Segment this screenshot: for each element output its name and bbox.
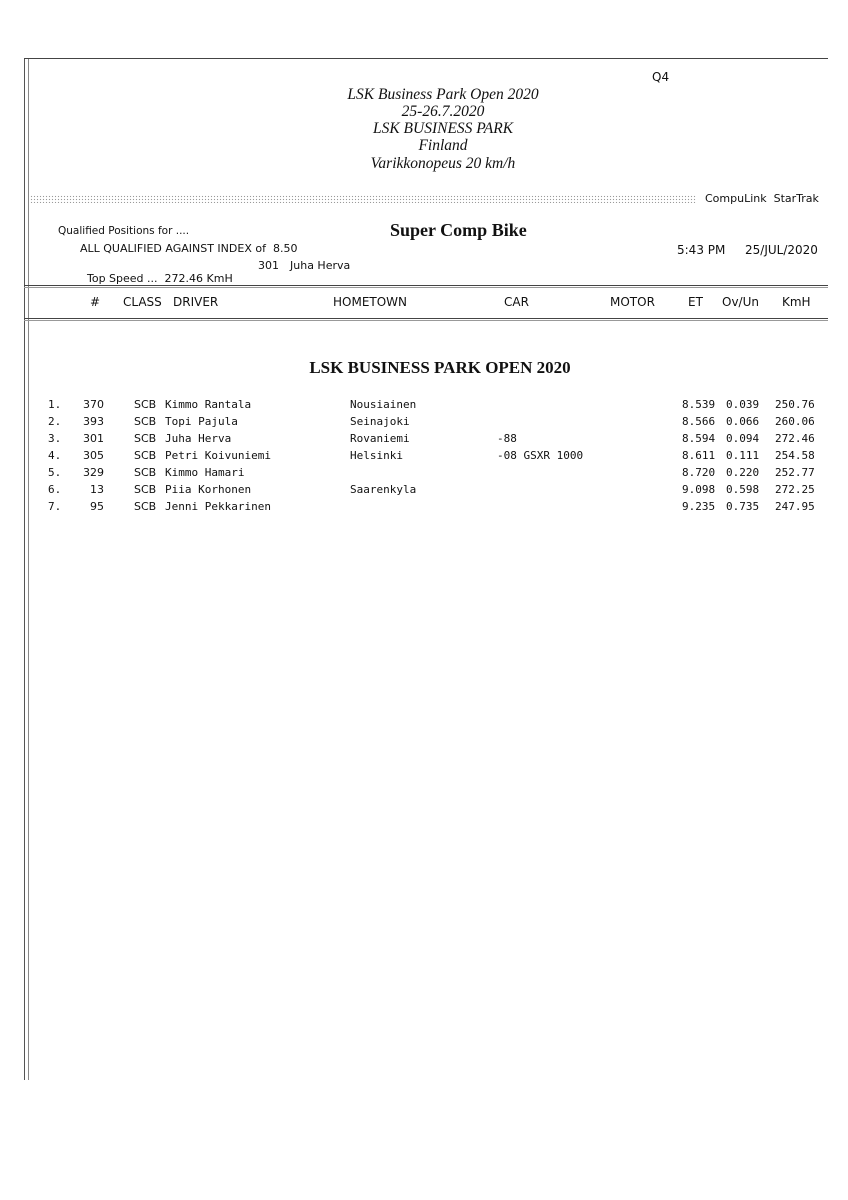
table-row [0, 415, 848, 432]
left-border-line [24, 58, 25, 1080]
table-row [0, 500, 848, 517]
table-row [0, 466, 848, 483]
report-time: 5:43 PM [677, 243, 726, 257]
timing-system-label: CompuLink StarTrak [705, 192, 819, 205]
table-row [0, 483, 848, 500]
result-class: SCB [134, 432, 157, 445]
result-driver: Kimmo Hamari [165, 466, 245, 479]
event-title: LSK Business Park Open 2020 [347, 86, 539, 103]
result-et: 9.235 [682, 500, 716, 513]
result-number: 301 [83, 432, 104, 445]
result-hometown: Saarenkyla [350, 483, 417, 496]
result-et: 8.539 [682, 398, 716, 411]
index-line: ALL QUALIFIED AGAINST INDEX of 8.50 [80, 242, 298, 255]
result-kmh: 254.58 [775, 449, 815, 462]
result-et: 8.720 [682, 466, 716, 479]
event-venue: LSK BUSINESS PARK [372, 120, 514, 137]
result-position: 6. [48, 483, 62, 496]
col-hometown: HOMETOWN [333, 295, 408, 309]
top-speed-driver: Juha Herva [290, 259, 351, 272]
result-driver: Juha Herva [165, 432, 232, 445]
col-ovun: Ov/Un [722, 295, 759, 309]
result-ovun: 0.066 [726, 415, 760, 428]
result-position: 5. [48, 466, 62, 479]
result-class: SCB [134, 483, 157, 496]
result-ovun: 0.094 [726, 432, 760, 445]
result-hometown: Rovaniemi [350, 432, 410, 445]
col-kmh: KmH [782, 295, 811, 309]
column-header-top-line-2 [24, 287, 828, 288]
top-speed-label: Top Speed ... [87, 272, 158, 285]
result-et: 9.098 [682, 483, 716, 496]
table-row [0, 398, 848, 415]
result-hometown: Helsinki [350, 449, 403, 462]
result-ovun: 0.598 [726, 483, 760, 496]
result-position: 3. [48, 432, 62, 445]
col-et: ET [688, 295, 703, 309]
result-hometown: Seinajoki [350, 415, 410, 428]
table-row [0, 432, 848, 449]
result-number: 305 [83, 449, 104, 462]
result-car: -08 GSXR 1000 [497, 449, 584, 462]
result-number: 370 [83, 398, 104, 411]
col-class: CLASS [123, 295, 162, 309]
page-code: Q4 [652, 70, 670, 84]
left-border-line-inner [28, 58, 29, 1080]
result-number: 393 [83, 415, 104, 428]
pit-speed-note: Varikkonopeus 20 km/h [370, 155, 516, 172]
result-ovun: 0.735 [726, 500, 760, 513]
event-country: Finland [418, 137, 468, 154]
top-border-line [24, 58, 828, 59]
result-hometown: Nousiainen [350, 398, 417, 411]
table-row [0, 449, 848, 466]
top-speed-value: 272.46 KmH [164, 272, 233, 285]
report-date: 25/JUL/2020 [745, 243, 818, 257]
result-number: 95 [90, 500, 104, 513]
result-et: 8.594 [682, 432, 716, 445]
col-driver: DRIVER [173, 295, 219, 309]
column-header-bottom-line-2 [24, 320, 828, 321]
event-dates: 25-26.7.2020 [401, 103, 485, 120]
result-position: 4. [48, 449, 62, 462]
top-speed-line [80, 259, 233, 285]
top-speed-car: 301 [258, 259, 279, 272]
result-kmh: 260.06 [775, 415, 815, 428]
result-car: -88 [497, 432, 517, 445]
result-et: 8.611 [682, 449, 716, 462]
result-class: SCB [134, 500, 157, 513]
result-ovun: 0.220 [726, 466, 760, 479]
result-class: SCB [134, 398, 157, 411]
result-class: SCB [134, 415, 157, 428]
class-title: Super Comp Bike [390, 220, 527, 240]
result-kmh: 252.77 [775, 466, 815, 479]
result-ovun: 0.039 [726, 398, 760, 411]
column-header-bottom-line [24, 318, 828, 319]
result-driver: Topi Pajula [165, 415, 238, 428]
result-kmh: 272.25 [775, 483, 815, 496]
result-class: SCB [134, 466, 157, 479]
column-header-top-line [24, 285, 828, 286]
result-driver: Petri Koivuniemi [165, 449, 271, 462]
dotted-separator [30, 195, 696, 203]
result-ovun: 0.111 [726, 449, 760, 462]
result-number: 13 [90, 483, 104, 496]
result-driver: Jenni Pekkarinen [165, 500, 271, 513]
col-motor: MOTOR [610, 295, 655, 309]
result-kmh: 247.95 [775, 500, 815, 513]
result-number: 329 [83, 466, 104, 479]
result-driver: Piia Korhonen [165, 483, 252, 496]
result-et: 8.566 [682, 415, 716, 428]
result-driver: Kimmo Rantala [165, 398, 252, 411]
result-class: SCB [134, 449, 157, 462]
result-position: 2. [48, 415, 62, 428]
section-title: LSK BUSINESS PARK OPEN 2020 [309, 358, 571, 377]
result-position: 7. [48, 500, 62, 513]
result-kmh: 272.46 [775, 432, 815, 445]
col-num: # [90, 295, 101, 309]
result-kmh: 250.76 [775, 398, 815, 411]
qualified-label: Qualified Positions for .... [58, 225, 190, 237]
col-car: CAR [504, 295, 529, 309]
result-position: 1. [48, 398, 62, 411]
